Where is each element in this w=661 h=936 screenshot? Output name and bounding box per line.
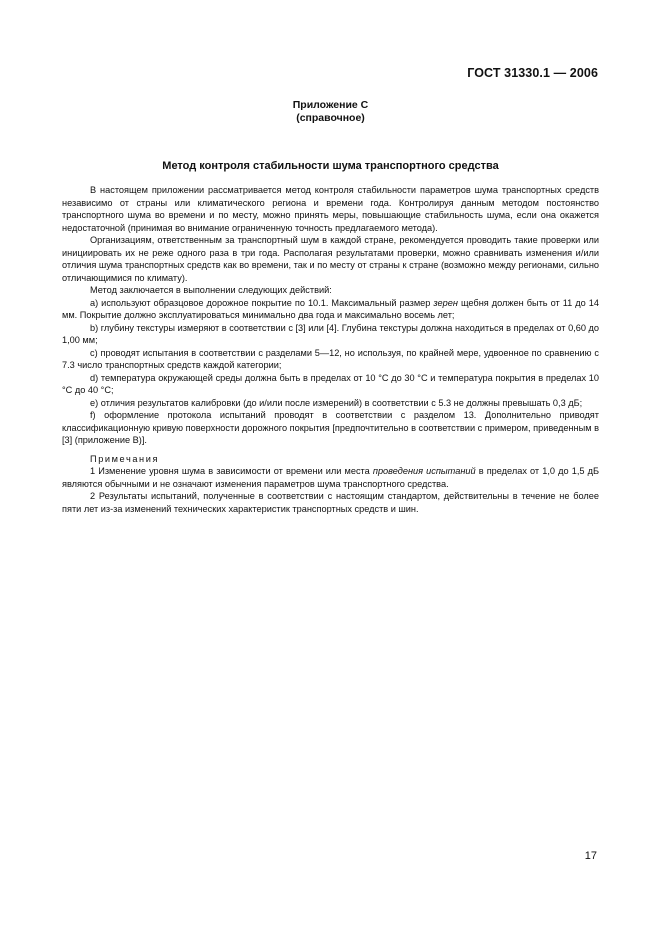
list-item-f: f) оформление протокола испытаний проводят в соответствии с разделом 13. Дополнительно приводят классификационную кривую поверхности дорожного покрытия [предпочтительно в соответствии с примером, приведенным в [3] (приложение В)].: [62, 410, 599, 445]
appendix-heading: [0, 99, 661, 124]
note-1: [62, 465, 599, 490]
list-item-c: с) проводят испытания в соответствии с разделами 5—12, но используя, по крайней мере, удвоенное по сравнению с 7.3 число транспортных средств каждой категории;: [62, 347, 599, 370]
list-item-a-text-1: а) используют образцовое дорожное покрытие по 10.1. Максимальный размер: [90, 297, 434, 308]
note-1-emphasis: проведения испытаний: [372, 466, 476, 476]
notes-heading: Примечания: [90, 453, 160, 464]
note-1-text-1: 1 Изменение уровня шума в зависимости от времени или места: [90, 466, 373, 476]
list-item-a-emphasis: зерен: [433, 297, 458, 308]
list-item-a: [62, 297, 599, 322]
list-item-b: b) глубину текстуры измеряют в соответствии с [3] или [4]. Глубина текстуры должна находиться в пределах от 0,60 до 1,00 мм;: [62, 322, 599, 345]
list-item-d: d) температура окружающей среды должна быть в пределах от 10 °С до 30 °С и температура покрытия в пределах 10 °С до 40 °С;: [62, 372, 599, 395]
body-text: [62, 184, 599, 515]
page-number: 17: [584, 850, 597, 862]
section-title: Метод контроля стабильности шума транспортного средства: [162, 160, 499, 172]
standard-number-header: ГОСТ 31330.1 — 2006: [467, 66, 598, 80]
list-item-a-text-2: щебня должен быть от 11 до 14 мм. Покрытие должно эксплуатироваться минимально два года и максимально восемь лет;: [62, 297, 599, 320]
paragraph-method: Метод заключается в выполнении следующих действий:: [90, 285, 332, 295]
paragraph-organizations: Организациям, ответственным за транспортный шум в каждой стране, рекомендуется проводить такие проверки или инициировать их не реже одного раза в три года. Располагая результатами проверки, можно сравнивать изменения и/или отличия шума транспортных средств как во времени, так и по месту от страны к стране (возможно между регионами, сильно отличающимися по климату).: [62, 235, 599, 283]
list-item-e: е) отличия результатов калибровки (до и/или после измерений) в соответствии с 5.3 не должны превышать 0,3 дБ;: [90, 397, 583, 408]
appendix-label: Приложение С: [292, 99, 369, 111]
appendix-type: (справочное): [296, 111, 365, 124]
paragraph-intro: В настоящем приложении рассматривается метод контроля стабильности параметров шума транспортных средств независимо от страны или климатического региона и времени года. Контролируя данным методом постоянство транспортного шума во времени и по месту, можно принять меры, повышающие стабильность шума, если она окажется недостаточной (принимая во внимание ограниченную точность предлагаемого метода).: [62, 185, 599, 233]
note-1-text-2: в пределах от 1,0 до 1,5 дБ являются обычными и не означают изменения параметров шума транспортного средства.: [62, 466, 599, 489]
note-2: 2 Результаты испытаний, полученные в соответствии с настоящим стандартом, действительны в течение не более пяти лет из-за изменений технических характеристик транспортных средств и шин.: [62, 491, 599, 514]
